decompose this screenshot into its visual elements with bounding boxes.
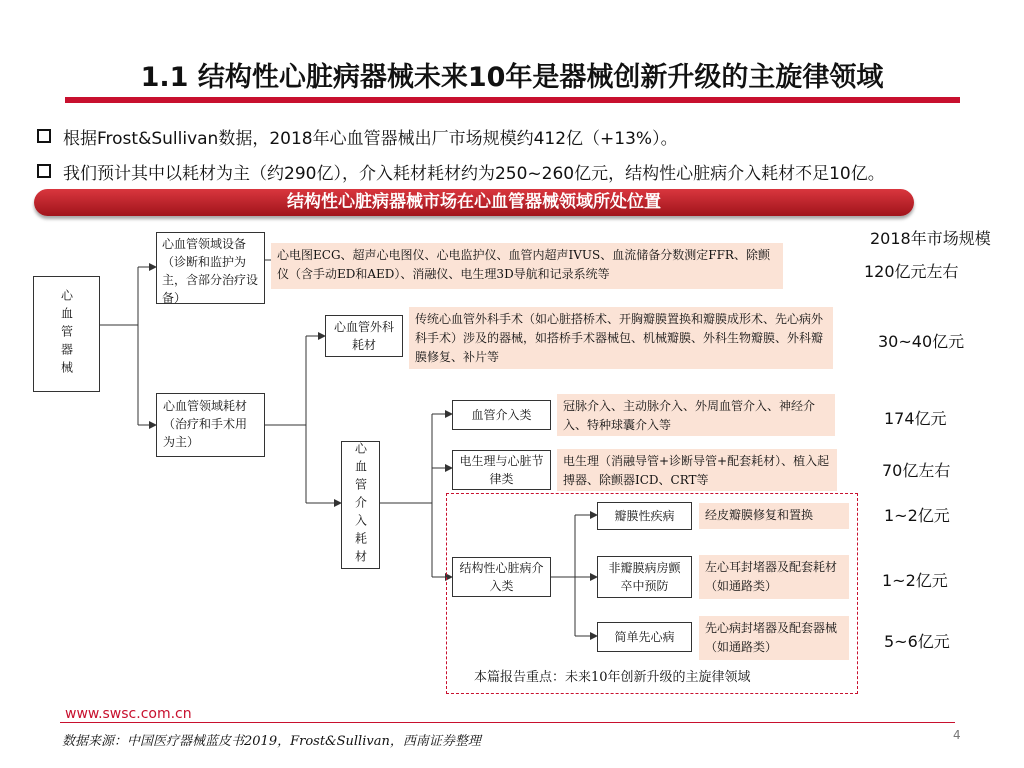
node-equipment — [156, 232, 265, 304]
desc-electrophysiology: 电生理（消融导管+诊断导管+配套耗材）、植入起搏器、除颤器ICD、CRT等 — [557, 449, 837, 491]
node-label: 简单先心病 — [614, 630, 675, 644]
node-label: 心血管领域耗材（治疗和手术用为主） — [163, 399, 248, 449]
node-label: 心血管器械 — [59, 289, 74, 379]
desc-equipment: 心电图ECG、超声心电图仪、心电监护仪、血管内超声IVUS、血流储备分数测定FFR、除颤仪（含手动ED和AED）、消融仪、电生理3D导航和记录系统等 — [271, 243, 783, 289]
section-banner: 结构性心脏病器械市场在心血管器械领域所处位置 — [34, 189, 914, 216]
node-label: 瓣膜性疾病 — [614, 509, 675, 523]
node-label: 非瓣膜病房颤卒中预防 — [608, 561, 681, 593]
node-interventional-consumables — [341, 441, 380, 569]
size-equipment: 120亿元左右 — [864, 262, 959, 281]
node-label: 电生理与心脏节律类 — [459, 454, 544, 486]
size-electrophysiology: 70亿左右 — [882, 461, 951, 480]
desc-congenital: 先心病封堵器及配套器械（如通路类） — [699, 616, 849, 660]
focus-note: 本篇报告重点：未来10年创新升级的主旋律领域 — [474, 670, 751, 685]
node-congenital-heart — [597, 622, 692, 652]
desc-surgical: 传统心血管外科手术（如心脏搭桥术、开胸瓣膜置换和瓣膜成形术、先心病外科手术）涉及的器械，如搭桥手术器械包、机械瓣膜、外科生物瓣膜、外科瓣膜修复、补片等 — [409, 307, 833, 369]
desc-nonvalvular: 左心耳封堵器及配套耗材（如通路类） — [699, 555, 849, 599]
node-consumables — [156, 393, 265, 457]
data-source: 数据来源：中国医疗器械蓝皮书2019，Frost&Sullivan，西南证券整理 — [62, 734, 481, 749]
node-surgical-consumables — [325, 315, 403, 357]
footer-url[interactable]: www.swsc.com.cn — [65, 706, 192, 722]
node-cardiovascular-devices — [33, 276, 100, 392]
node-label: 心血管外科耗材 — [333, 320, 394, 352]
node-nonvalvular-af — [597, 556, 692, 598]
page-title: 1.1 结构性心脏病器械未来10年是器械创新升级的主旋律领域 — [140, 62, 884, 93]
node-label: 心血管介入耗材 — [353, 442, 368, 568]
size-surgical: 30~40亿元 — [878, 332, 965, 351]
desc-vascular: 冠脉介入、主动脉介入、外周血管介入、神经介入、特种球囊介入等 — [557, 394, 835, 436]
desc-valvular: 经皮瓣膜修复和置换 — [699, 503, 849, 529]
node-electrophysiology — [452, 450, 551, 490]
node-label: 心血管领域设备（诊断和监护为主，含部分治疗设备） — [162, 237, 259, 305]
page-number: 4 — [953, 728, 961, 742]
bullet-text: 根据Frost&Sullivan数据，2018年心血管器械出厂市场规模约412亿（+13%）。 — [63, 129, 678, 149]
size-vascular: 174亿元 — [884, 409, 947, 428]
node-label: 结构性心脏病介入类 — [459, 561, 544, 593]
size-nonvalvular: 1~2亿元 — [882, 571, 948, 590]
size-congenital: 5~6亿元 — [884, 632, 950, 651]
node-label: 血管介入类 — [471, 408, 532, 422]
node-structural-heart — [452, 557, 551, 597]
bullet-text: 我们预计其中以耗材为主（约290亿），介入耗材耗材约为250~260亿元，结构性心脏病介入耗材不足10亿。 — [63, 164, 885, 184]
footer-divider — [60, 722, 955, 723]
node-valvular-disease — [597, 502, 692, 530]
market-size-header: 2018年市场规模 — [870, 229, 991, 248]
size-valvular: 1~2亿元 — [884, 506, 950, 525]
node-vascular-interventional — [452, 400, 551, 430]
